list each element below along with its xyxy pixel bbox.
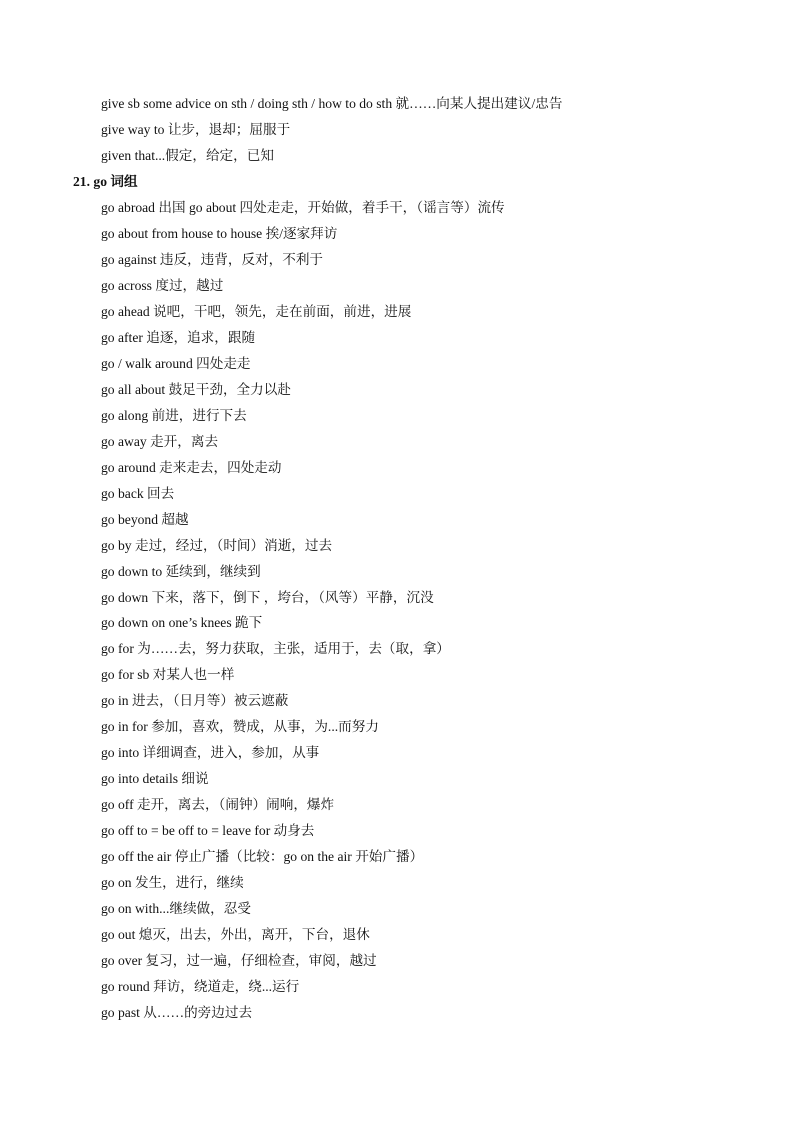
phrase-entry: go into details 细说 — [101, 771, 209, 786]
phrase-entry: go off the air 停止广播（比较：go on the air 开始广播） — [101, 849, 424, 864]
phrase-entry: go in for 参加，喜欢，赞成，从事，为...而努力 — [101, 719, 379, 734]
phrase-entry: go over 复习，过一遍，仔细检查，审阅，越过 — [101, 953, 377, 968]
phrase-entry: go abroad 出国 go about 四处走走，开始做，着手干，（谣言等）流传 — [101, 200, 505, 215]
phrase-entry: go beyond 超越 — [101, 512, 189, 527]
phrase-entry: go across 度过，越过 — [101, 278, 224, 293]
phrase-entry: go away 走开，离去 — [101, 434, 219, 449]
phrase-entry: go out 熄灭，出去，外出，离开，下台，退休 — [101, 927, 370, 942]
phrase-entry: go off 走开，离去，（闹钟）闹响，爆炸 — [101, 797, 335, 812]
intro-line: given that...假定，给定，已知 — [101, 148, 274, 163]
phrase-entry: go past 从……的旁边过去 — [101, 1005, 253, 1020]
phrase-entry: go into 详细调查，进入，参加，从事 — [101, 745, 320, 760]
phrase-entry: go round 拜访，绕道走，绕...运行 — [101, 979, 300, 994]
phrase-entry: go for sb 对某人也一样 — [101, 667, 235, 682]
phrase-entry: go in 进去，（日月等）被云遮蔽 — [101, 693, 289, 708]
intro-line: give way to 让步，退却；屈服于 — [101, 122, 291, 137]
phrase-entry: go all about 鼓足干劲，全力以赴 — [101, 382, 291, 397]
phrase-entry: go against 违反，违背，反对，不利于 — [101, 252, 324, 267]
phrase-entry: go down on one’s knees 跪下 — [101, 615, 263, 630]
phrase-entry: go along 前进，进行下去 — [101, 408, 247, 423]
phrase-entry: go on with...继续做，忍受 — [101, 901, 251, 916]
phrase-entry: go down to 延续到，继续到 — [101, 564, 261, 579]
phrase-entry: go down 下来，落下，倒下 ，垮台，（风等）平静，沉没 — [101, 590, 434, 605]
phrase-entry: go about from house to house 挨/逐家拜访 — [101, 226, 338, 241]
phrase-entry: go around 走来走去，四处走动 — [101, 460, 282, 475]
intro-line: give sb some advice on sth / doing sth / how to do sth 就……向某人提出建议/忠告 — [101, 96, 563, 111]
phrase-entry: go on 发生，进行，继续 — [101, 875, 244, 890]
phrase-entry: go after 追逐，追求，跟随 — [101, 330, 256, 345]
phrase-entry: go back 回去 — [101, 486, 175, 501]
phrase-entry: go for 为……去，努力获取，主张，适用于，去（取，拿） — [101, 641, 450, 656]
section-heading: 21. go 词组 — [73, 174, 138, 189]
phrase-entry: go off to = be off to = leave for 动身去 — [101, 823, 315, 838]
phrase-entry: go / walk around 四处走走 — [101, 356, 251, 371]
phrase-entry: go ahead 说吧，干吧，领先，走在前面，前进，进展 — [101, 304, 412, 319]
phrase-entry: go by 走过，经过，（时间）消逝，过去 — [101, 538, 333, 553]
